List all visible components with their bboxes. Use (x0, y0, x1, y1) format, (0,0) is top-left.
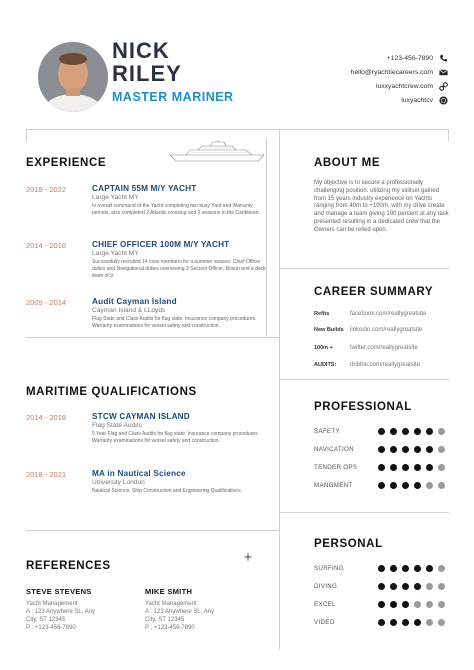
reference-phone: P : +123-456-7890 (145, 625, 195, 631)
rating-dot-empty (438, 482, 445, 489)
contact-text: luxxyachtcrew.com (375, 83, 433, 90)
reference-address: A : 123 Anywhere St., Any (26, 609, 96, 615)
rating-dot-filled (402, 428, 409, 435)
rating-dot-empty (438, 601, 445, 608)
experience-entry (26, 297, 266, 337)
skill-label: VIDEO (314, 619, 335, 626)
skill-rating (378, 464, 450, 471)
rating-dot-empty (426, 619, 433, 626)
reference-address: City, ST 12345 (145, 617, 185, 623)
references-heading: REFERENCES (26, 560, 111, 572)
rating-dot-filled (414, 619, 421, 626)
skill-rating (378, 601, 450, 608)
rating-dot-filled (378, 619, 385, 626)
skill-label: TENDER OPS (314, 464, 358, 471)
reference-card (26, 587, 136, 632)
entry-years: 2014 - 2018 (26, 241, 67, 250)
skill-row (314, 446, 454, 454)
personal-heading: PERSONAL (314, 538, 383, 550)
job-title: MASTER MARINER (112, 90, 234, 104)
reference-address: City, ST 12345 (26, 617, 66, 623)
career-summary-row (314, 327, 422, 333)
yacht-illustration (168, 140, 266, 167)
contact-website[interactable] (351, 80, 448, 93)
summary-link[interactable]: linkedin.com/reallygreatsite (350, 327, 423, 333)
rating-dot-empty (438, 583, 445, 590)
entry-org: Flag State Audits (92, 422, 142, 429)
rating-dot-filled (378, 446, 385, 453)
entry-years: 2018 - 2022 (26, 185, 67, 194)
skill-rating (378, 428, 450, 435)
rating-dot-filled (402, 601, 409, 608)
rating-dot-filled (402, 464, 409, 471)
rating-dot-filled (378, 464, 385, 471)
skill-row (314, 601, 454, 609)
rating-dot-filled (402, 565, 409, 572)
entry-org: University London (92, 479, 145, 486)
reference-phone: P : +123-456-7890 (26, 625, 76, 631)
rating-dot-filled (390, 619, 397, 626)
skill-row (314, 565, 454, 573)
skill-label: NAVICATION (314, 446, 354, 453)
entry-role: STCW CAYMAN ISLAND (92, 412, 190, 421)
compass-icon (243, 552, 253, 562)
experience-heading: EXPERIENCE (26, 157, 107, 169)
entry-role: CAPTAIN 55M M/Y YACHT (92, 184, 197, 193)
entry-role: Audit Cayman Island (92, 297, 177, 306)
reference-card (145, 587, 255, 632)
experience-entry (26, 240, 266, 290)
rating-dot-filled (426, 565, 433, 572)
summary-link[interactable]: facebook.com/reallygreatsite (350, 311, 427, 317)
social-icon (439, 96, 448, 105)
career-summary-heading: CAREER SUMMARY (314, 286, 434, 298)
rating-dot-empty (438, 446, 445, 453)
rating-dot-empty (426, 482, 433, 489)
entry-years: 2018 - 2021 (26, 470, 67, 479)
rating-dot-empty (414, 601, 421, 608)
rating-dot-filled (402, 619, 409, 626)
contact-list (351, 52, 448, 108)
summary-key: 100m + (314, 345, 333, 351)
rating-dot-filled (390, 583, 397, 590)
rating-dot-filled (390, 565, 397, 572)
rating-dot-filled (414, 482, 421, 489)
contact-email[interactable] (351, 66, 448, 79)
rating-dot-filled (378, 428, 385, 435)
column-divider (279, 129, 280, 650)
skill-row (314, 583, 454, 591)
rating-dot-empty (438, 565, 445, 572)
entry-years: 2014 - 2018 (26, 413, 67, 422)
contact-text: hello@ryachtiecareers.com (350, 69, 433, 76)
skill-label: SAFETY (314, 428, 340, 435)
phone-icon (439, 54, 448, 63)
reference-address: A : 123 Anywhere St., Any (145, 609, 215, 615)
reference-name: STEVE STEVENS (26, 587, 92, 596)
rating-dot-filled (390, 601, 397, 608)
rating-dot-empty (438, 428, 445, 435)
rating-dot-filled (402, 583, 409, 590)
summary-link[interactable]: dribble.com/reallygreatsite (350, 362, 421, 368)
rating-dot-filled (426, 464, 433, 471)
entry-role: MA in Nautical Science (92, 469, 186, 478)
contact-phone[interactable] (351, 52, 448, 65)
skill-row (314, 464, 454, 472)
summary-key: Refits (314, 311, 330, 317)
entry-desc: In overall command of the Yacht completing two busy Yard and Warranty periods, also completed 2 Atlantic crossing and 2 seasons in the Caribbean. (92, 203, 260, 216)
profile-photo (38, 42, 108, 112)
rating-dot-filled (378, 482, 385, 489)
skill-label: SURFING (314, 565, 344, 572)
rating-dot-empty (426, 601, 433, 608)
rating-dot-filled (378, 583, 385, 590)
first-name: NICK (112, 38, 170, 63)
rating-dot-filled (426, 446, 433, 453)
rating-dot-filled (426, 428, 433, 435)
qualifications-heading: MARITIME QUALIFICATIONS (26, 386, 197, 398)
skill-row (314, 482, 454, 490)
rating-dot-filled (390, 446, 397, 453)
skill-rating (378, 565, 450, 572)
skill-row (314, 619, 454, 627)
left-frame (26, 129, 27, 141)
skill-label: DIVING (314, 583, 338, 590)
skill-rating (378, 482, 450, 489)
about-text: My objective is to secure a professionally challenging position. utilizing my skillset gained from 15 years industry experience on Yachts ranging from 40m to +100m. with my drive create and manage a team giving 100 percent at any task presented resulting in a dedicated crew that the Owners can be relied upon. (314, 180, 449, 233)
about-bottom-rule (279, 268, 449, 269)
entry-desc: Nautical Science, Ship Construction and Engineering Qualifications (92, 488, 241, 494)
contact-social[interactable] (351, 94, 448, 107)
link-icon (439, 82, 448, 91)
entry-desc: Successfully recruited 14 crew members for a summer season. Chief Officer duties and Navigational duties overseeing 2 Second Officer, Bosun and a deck team of 9. (92, 259, 266, 279)
last-name: RILEY (112, 61, 182, 86)
summary-bottom-rule (279, 379, 449, 380)
rating-dot-empty (426, 583, 433, 590)
skill-rating (378, 583, 450, 590)
summary-link[interactable]: twitter.com/reallygreatsite (350, 345, 418, 351)
skill-label: MANGMENT (314, 482, 353, 489)
rating-dot-filled (414, 565, 421, 572)
about-heading: ABOUT ME (314, 157, 381, 169)
career-summary-row (314, 362, 420, 368)
reference-company: Yacht Management (145, 601, 197, 607)
skill-label: EXCEL (314, 601, 336, 608)
qualification-entry (26, 412, 266, 456)
rating-dot-filled (402, 482, 409, 489)
entry-desc: Flag State and Class Audits for flag state. Insurance company procedures. Warranty examinations for vessel safety and construction. (92, 316, 257, 329)
contact-text: +123-456-7890 (386, 55, 433, 62)
header-divider (26, 129, 448, 130)
rating-dot-filled (414, 428, 421, 435)
rating-dot-filled (414, 464, 421, 471)
skill-rating (378, 619, 450, 626)
rating-dot-filled (390, 464, 397, 471)
skill-rating (378, 446, 450, 453)
summary-key: AUDITS: (314, 362, 337, 368)
rating-dot-filled (390, 428, 397, 435)
qualifications-bottom-rule (26, 530, 279, 531)
reference-company: Yacht Management (26, 601, 78, 607)
career-summary-row (314, 311, 426, 317)
entry-desc: 5 Year Flag and Class Audits for flag state. Insurance company procedures. Warranty examinations for vessel safety and construction. (92, 431, 260, 444)
rating-dot-filled (378, 601, 385, 608)
summary-key: New Builds (314, 327, 344, 333)
rating-dot-filled (414, 583, 421, 590)
rating-dot-filled (414, 446, 421, 453)
career-summary-row (314, 345, 418, 351)
rating-dot-filled (402, 446, 409, 453)
rating-dot-empty (438, 619, 445, 626)
entry-role: CHIEF OFFICER 100M M/Y YACHT (92, 240, 230, 249)
qualification-entry (26, 469, 266, 509)
person-name (112, 40, 182, 85)
right-frame (448, 129, 449, 141)
rating-dot-empty (438, 464, 445, 471)
entry-org: Large Yacht MY (92, 250, 139, 257)
professional-bottom-rule (279, 512, 449, 513)
entry-org: Cayman Island & LLoyds (92, 307, 166, 314)
rating-dot-filled (378, 565, 385, 572)
experience-entry (26, 184, 266, 230)
rating-dot-filled (390, 482, 397, 489)
entry-org: Large Yacht MY (92, 194, 139, 201)
mail-icon (439, 68, 448, 77)
entry-years: 2009 - 2014 (26, 298, 67, 307)
professional-heading: PROFESSIONAL (314, 401, 412, 413)
reference-name: MIKE SMITH (145, 587, 193, 596)
experience-bottom-rule (26, 337, 279, 338)
contact-text: luxyachtcv (401, 97, 433, 104)
skill-row (314, 428, 454, 436)
